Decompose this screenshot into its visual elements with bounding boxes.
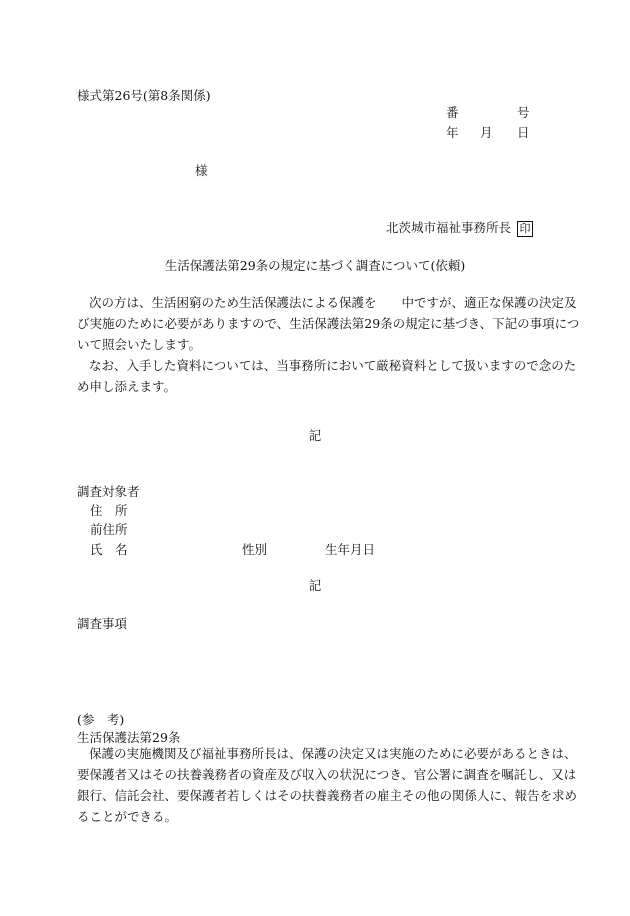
form-number: 様式第26号(第8条関係) [77,88,211,103]
target-heading: 調査対象者 [77,484,140,499]
body-line: いて照会いたします。 [77,337,202,352]
law-line: 要保護者又はその扶養義務者の資産及び収入の状況につき、官公署に調査を嘱託し、又は [77,767,577,782]
addressee-suffix: 様 [195,163,208,178]
body-line: び実施のために必要がありますので、生活保護法第29条の規定に基づき、下記の事項につ [77,316,580,331]
document-title: 生活保護法第29条の規定に基づく調査について(依頼) [164,258,466,273]
sender-line [386,218,533,237]
body-line: なお、入手した資料については、当事務所において厳秘資料として扱いますので念のた [89,358,577,373]
law-line: 保護の実施機関及び福祉事務所長は、保護の決定又は実施のために必要があるときは、 [89,746,577,761]
seal-stamp: 印 [517,221,533,237]
law-line: 銀行、信託会社、要保護者若しくはその扶養義務者の雇主その他の関係人に、報告を求め [77,788,578,803]
ki-marker-1: 記 [308,428,322,443]
month-label: 月 [480,125,493,140]
gender-label: 性別 [242,542,268,557]
date-of-birth-label: 生年月日 [325,542,376,557]
name-label: 氏 名 [90,542,128,557]
sender-name: 北茨城市福祉事務所長 [386,220,512,235]
number-suffix: 号 [517,105,530,120]
year-label: 年 [446,125,459,140]
previous-address-label: 前住所 [90,522,128,537]
reference-heading: (参 考) [77,712,125,727]
body-line: 次の方は、生活困窮のため生活保護法による保護を 中ですが、適正な保護の決定及 [89,295,577,310]
investigation-items-heading: 調査事項 [77,616,128,631]
law-article-title: 生活保護法第29条 [77,730,181,745]
body-line: め申し添えます。 [77,379,177,394]
day-label: 日 [517,125,530,140]
law-article-text [77,743,578,827]
number-label: 番 [446,105,459,120]
request-body [77,292,580,397]
address-label: 住 所 [90,503,128,518]
law-line: ることができる。 [77,809,178,824]
ki-marker-2: 記 [308,578,322,593]
